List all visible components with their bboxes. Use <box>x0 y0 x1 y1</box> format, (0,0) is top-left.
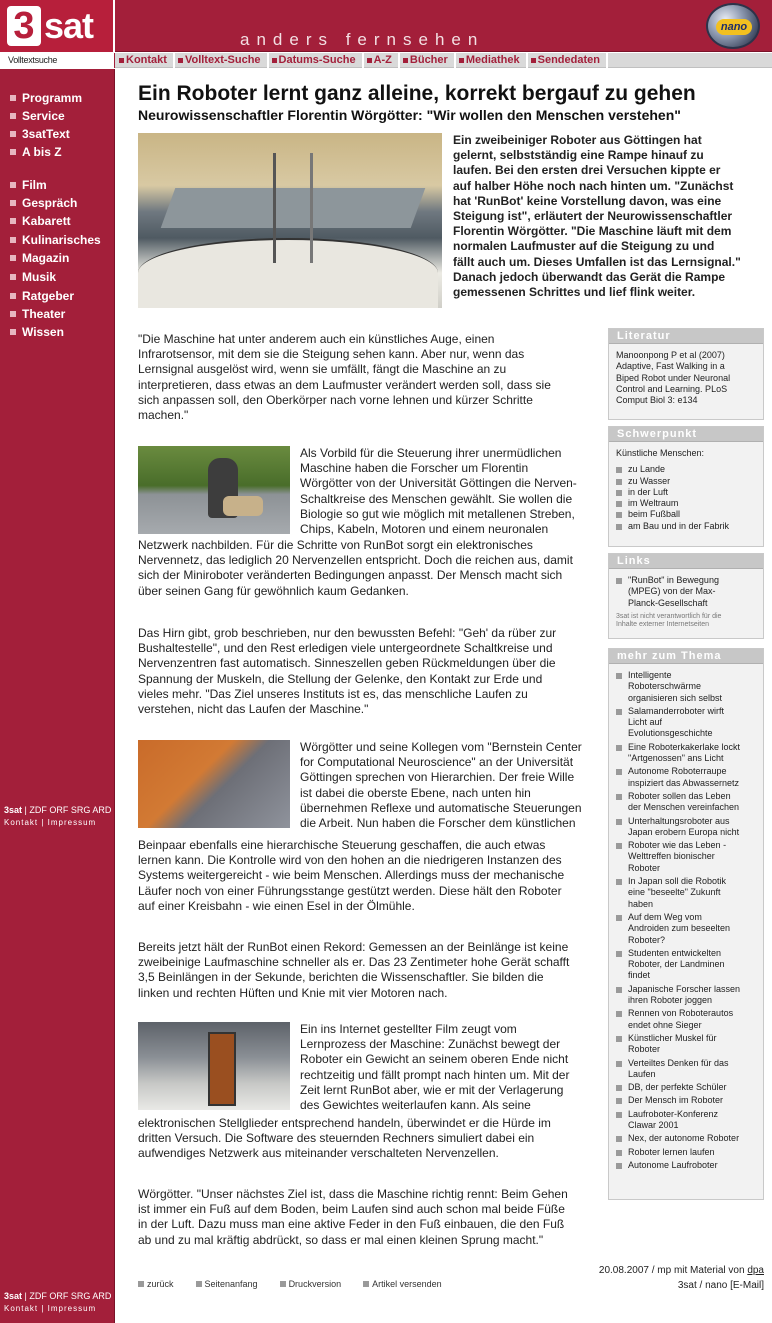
paragraph-1-line: Infrarotsensor, mit dem sie die Steigung sehen kann. Aber nur, wenn das <box>138 347 525 362</box>
page-top-link[interactable]: Seitenanfang <box>196 1279 258 1289</box>
literatur-line: Comput Biol 3: e134 <box>616 395 698 406</box>
sidebar-item-theater[interactable]: Theater <box>10 307 65 321</box>
lead-line: normalen Laufmuster auf die Steigung zu und <box>453 239 715 254</box>
researcher-legs <box>223 496 263 516</box>
schwerpunkt-link[interactable]: zu Wasser <box>616 476 757 487</box>
related-article-link[interactable] <box>616 742 757 765</box>
topnav-a-z[interactable]: A-Z <box>364 53 400 68</box>
dpa-link[interactable]: dpa <box>747 1265 764 1276</box>
sidebar-item-3sattext[interactable]: 3satText <box>10 127 70 141</box>
sidebar-partners-list: ZDF ORF SRG ARD <box>29 805 112 815</box>
site-header <box>0 0 772 52</box>
related-article-line[interactable]: Unterhaltungsroboter aus <box>616 816 757 827</box>
paragraph-3-line: Das Hirn gibt, grob beschrieben, nur den bewussten Befehl: "Geh' da rüber zur <box>138 626 557 640</box>
related-article-line[interactable]: Künstlicher Muskel für <box>616 1033 757 1044</box>
paragraph-6-line: rechtzeitig und fällt prompt nach hinten um. Mit der <box>300 1067 570 1082</box>
article-paragraph-4-side <box>300 740 582 831</box>
mehr-zum-thema-box <box>608 648 764 1200</box>
article-dateline <box>599 1265 764 1276</box>
links-disclaimer <box>616 613 757 630</box>
paragraph-4-line: ist dabei die oberste Ebene, nach unten hin <box>300 785 531 800</box>
related-article-line[interactable]: Licht auf <box>628 717 663 728</box>
runbot-video-link-line[interactable]: Planck-Gesellschaft <box>628 597 708 608</box>
schwerpunkt-intro: Künstliche Menschen: <box>616 448 705 458</box>
related-article-line[interactable]: Roboter <box>628 1044 661 1055</box>
related-article-line[interactable]: haben <box>628 898 654 909</box>
schwerpunkt-link[interactable]: am Bau und in der Fabrik <box>616 521 757 532</box>
paragraph-2-line: Biologie so gut wie möglich mit metallenen Streben, <box>300 506 575 521</box>
robot-closeup-photo <box>138 1022 290 1110</box>
related-article-link[interactable] <box>616 1147 757 1158</box>
paragraph-5-line: 3,5 Beinlängen in der Sekunde, berichten die Wissenschaftler. Sie bilden die <box>138 970 544 985</box>
paragraph-5-line: linken und rechten Hüften und Knie mit vier Motoren nach. <box>138 985 448 1000</box>
fulltext-search-label[interactable]: Volltextsuche <box>0 53 115 68</box>
article-paragraph-4-full <box>138 838 564 914</box>
lead-line: fällt auch um. Dieses Umfallen ist das Lernsignal." <box>453 254 741 269</box>
paragraph-1-line: sich anpassen soll, den Oberkörper nach vorne lehnen und kürzer Schritte <box>138 392 533 407</box>
related-article-line[interactable]: In Japan soll die Robotik <box>616 876 757 887</box>
related-article-line[interactable]: Rennen von Roboterautos <box>616 1008 757 1019</box>
article-paragraph-1 <box>138 332 551 423</box>
hands-robot-photo <box>138 740 290 828</box>
related-article-link[interactable] <box>616 1033 757 1056</box>
paragraph-1-line: interpretieren, dass etwas an dem Laufmuster verändert werden soll, dass sie <box>138 377 551 392</box>
schwerpunkt-box-title: Schwerpunkt <box>609 427 763 442</box>
lead-line: gelernt, selbstständig eine Rampe hinauf zu <box>453 148 704 163</box>
related-article-link[interactable] <box>616 706 757 740</box>
nano-logo-text: nano <box>716 19 752 35</box>
paragraph-2-line: Netzwerk nachbilden. Für die Schritte von RunBot sorgt ein elektronisches <box>138 538 533 552</box>
related-article-line[interactable]: Roboter, der Landminen <box>628 959 725 970</box>
top-nav-bar <box>0 53 772 68</box>
paragraph-7-line: Wörgötter. "Unser nächstes Ziel ist, dass die Maschine richtig rennt: Beim Gehen <box>138 1187 568 1201</box>
paragraph-3-line: Nervenzentren fast automatisch. Sinneszellen geben Rückmeldungen über die <box>138 656 556 671</box>
paragraph-6-line: elektronischen Stellglieder entsprechend handeln, überwindet er die Hürde im <box>138 1116 551 1130</box>
related-article-line[interactable]: findet <box>628 970 651 981</box>
related-article-link[interactable] <box>616 1133 757 1144</box>
sidebar-partners-bottom-list: ZDF ORF SRG ARD <box>29 1291 112 1301</box>
related-article-line[interactable]: der Menschen vereinfachen <box>628 802 740 813</box>
related-article-link[interactable] <box>616 1058 757 1081</box>
lead-line: Danach jedoch überwandt das Gerät die Rampe <box>453 269 726 284</box>
related-article-link[interactable] <box>616 1160 757 1171</box>
disclaimer-line: 3sat ist nicht verantwortlich für die <box>616 612 722 620</box>
schwerpunkt-box <box>608 426 764 547</box>
article-paragraph-6-full <box>138 1116 551 1162</box>
paragraph-4-line: lernen kann. Die Kontrolle wird von den hohen an die niedrigeren Instanzen des <box>138 853 562 868</box>
article-subtitle: Neurowissenschaftler Florentin Wörgötter: "Wir wollen den Menschen verstehen" <box>138 107 681 123</box>
paragraph-6-line: Lernprozess der Maschine: Zunächst bewegt der <box>300 1037 561 1052</box>
print-link[interactable]: Druckversion <box>280 1279 342 1289</box>
sidebar <box>0 69 115 1323</box>
paragraph-1-line: machen." <box>138 408 189 423</box>
paragraph-3-line: verstehen, nicht das Laufen der Maschine." <box>138 702 369 717</box>
related-article-link[interactable] <box>616 1095 757 1106</box>
paragraph-5-line: zweibeinige Laufmaschine schneller als er. Das 23 Zentimeter hohe Gerät schafft <box>138 955 570 970</box>
related-article-line[interactable]: Roboter lernen laufen <box>616 1147 757 1158</box>
topnav-buecher[interactable]: Bücher <box>400 53 456 68</box>
paragraph-4-line: Systems weitergereicht - wie beim Menschen. Allerdings muss der mechanische <box>138 868 565 883</box>
paragraph-3-line: vieles mehr. "Das Ziel unseres Instituts ist es, das menschliche Laufen zu <box>138 686 528 701</box>
related-article-line[interactable]: DB, der perfekte Schüler <box>616 1082 757 1093</box>
article-source[interactable]: 3sat / nano [E-Mail] <box>677 1280 764 1291</box>
lead-line: auf halber Höhe noch nach hinten um. "Zunächst <box>453 178 734 193</box>
paragraph-2-line: Als Vorbild für die Steuerung ihrer unermüdlichen <box>300 446 562 460</box>
links-box <box>608 553 764 639</box>
sidebar-item-programm[interactable]: Programm <box>10 91 82 105</box>
3sat-logo[interactable] <box>0 0 115 52</box>
related-article-line[interactable]: inspiziert das Abwassernetz <box>628 777 740 788</box>
literatur-box-title: Literatur <box>609 329 763 344</box>
paragraph-2-line: Maschine haben die Forscher um Florentin <box>300 461 529 476</box>
paragraph-4-line: Beinpaar ebenfalls eine hierarchische Steuerung geschaffen, die auch etwas <box>138 838 546 852</box>
related-article-line[interactable]: Der Mensch im Roboter <box>616 1095 757 1106</box>
paragraph-4-line: Göttingen sprechen von Hierarchien. Der freie Wille <box>300 770 575 785</box>
nano-logo[interactable] <box>706 3 760 49</box>
article-paragraph-7 <box>138 1187 568 1248</box>
related-article-line[interactable]: Welttreffen bionischer <box>628 851 715 862</box>
paragraph-4-line: übernehmen Reflexe und automatische Steuerungen <box>300 800 582 815</box>
related-article-line[interactable]: Intelligente <box>616 670 757 681</box>
article-lead <box>453 133 741 300</box>
topnav-sendedaten[interactable]: Sendedaten <box>528 53 608 68</box>
sidebar-partners-bottom-brand: 3sat <box>4 1291 23 1301</box>
schwerpunkt-link[interactable]: zu Lande <box>616 464 757 475</box>
topnav-volltext-suche[interactable]: Volltext-Suche <box>175 53 269 68</box>
article-paragraph-6-side <box>300 1022 569 1113</box>
literatur-box <box>608 328 764 420</box>
schwerpunkt-link[interactable]: in der Luft <box>616 487 757 498</box>
back-link[interactable]: zurück <box>138 1279 174 1289</box>
researcher-photo <box>138 446 290 534</box>
sidebar-footer-links-bottom[interactable]: Kontakt | Impressum <box>4 1304 97 1313</box>
literatur-box-body <box>609 344 763 410</box>
mehr-zum-thema-list <box>609 664 763 1177</box>
paragraph-4-line: Wörgötter und seine Kollegen vom "Bernstein Center <box>300 740 582 754</box>
paragraph-6-line: Zeit lernt RunBot aber, wie er mit der Verlagerung <box>300 1082 564 1097</box>
related-article-link[interactable] <box>616 840 757 874</box>
related-article-link[interactable] <box>616 948 757 982</box>
sidebar-item-magazin[interactable]: Magazin <box>10 251 69 265</box>
lead-line: Steigung ist", erläutert der Neurowissenschaftler <box>453 209 733 224</box>
related-article-line[interactable]: "Artgenossen" ans Licht <box>628 753 724 764</box>
paragraph-1-line: "Die Maschine hat unter anderem auch ein künstliches Auge, einen <box>138 332 495 346</box>
paragraph-2-line: Chips, Kabeln, Motoren und einem neuronalen <box>300 522 549 537</box>
sidebar-item-kabarett[interactable]: Kabarett <box>10 214 71 228</box>
paragraph-2-line: Wörgötter von der Universität Göttingen die Nerven- <box>300 476 577 491</box>
related-article-line[interactable]: Japanische Forscher lassen <box>616 984 757 995</box>
lead-line: Ein zweibeiniger Roboter aus Göttingen hat <box>453 133 702 147</box>
paragraph-6-line: des Gewichtes weiterlaufen kann. Als seine <box>300 1098 531 1113</box>
literatur-line: Control and Learning. PLoS <box>616 383 728 394</box>
paragraph-7-line: in der Luft. Dazu muss man eine aktive Feder in den Fuß einbauen, die den Fuß <box>138 1217 565 1232</box>
article-paragraph-3 <box>138 626 556 717</box>
related-article-line[interactable]: Roboter sollen das Leben <box>616 791 757 802</box>
related-article-link[interactable] <box>616 876 757 910</box>
top-nav <box>116 53 772 68</box>
related-article-link[interactable] <box>616 984 757 1007</box>
logo-number: 3 <box>7 6 41 46</box>
related-article-line[interactable]: Salamanderroboter wirft <box>616 706 757 717</box>
robot-arm-shape <box>208 1032 236 1106</box>
lead-line: gemessenen Schrittes und lief flink weiter. <box>453 285 696 300</box>
robot-shape <box>273 153 313 263</box>
article-paragraph-2-full <box>138 538 573 599</box>
sidebar-partners-bottom: 3sat | ZDF ORF SRG ARD <box>4 1291 112 1301</box>
related-article-line[interactable]: Nex, der autonome Roboter <box>616 1133 757 1144</box>
article-footer-links <box>138 1279 464 1289</box>
lead-line: laufen. Bei den ersten drei Versuchen kippte er <box>453 163 721 178</box>
mehr-zum-thema-title: mehr zum Thema <box>609 649 763 664</box>
paragraph-4-line: die Arbeit. Nun haben die Forscher dem künstlichen <box>300 816 576 831</box>
send-article-link[interactable]: Artikel versenden <box>363 1279 442 1289</box>
sidebar-item-service[interactable]: Service <box>10 109 65 123</box>
paragraph-2-line: Schaltkreise des Menschen gewählt. Sie wollen die <box>300 491 573 506</box>
related-article-line[interactable]: Japan erobern Europa nicht <box>628 826 740 837</box>
sidebar-item-a-bis-z[interactable]: A bis Z <box>10 145 62 159</box>
sidebar-item-wissen[interactable]: Wissen <box>10 325 64 339</box>
sidebar-item-film[interactable]: Film <box>10 178 47 192</box>
related-article-line[interactable]: Autonome Roboterraupe <box>616 766 757 777</box>
robot-ramp-photo <box>138 133 442 308</box>
sidebar-item-ratgeber[interactable]: Ratgeber <box>10 289 74 303</box>
related-article-line[interactable]: Autonome Laufroboter <box>616 1160 757 1171</box>
paragraph-7-line: ist immer ein Fuß auf dem Boden, beim Laufen sind auch schon mal beide Füße <box>138 1202 565 1217</box>
runbot-video-link-line[interactable]: "RunBot" in Bewegung <box>616 575 757 586</box>
related-article-link[interactable] <box>616 1008 757 1031</box>
dateline-text: 20.08.2007 / mp mit Material von <box>598 1265 745 1276</box>
links-box-body <box>609 569 763 634</box>
paragraph-6-line: aufwendiges Netzwerk aus miteinander verschalteten Nervenzellen. <box>138 1146 499 1161</box>
paragraph-3-line: Bushaltestelle", und den Rest erledigen viele untergeordnete Schaltkreise und <box>138 641 553 656</box>
related-article-link[interactable] <box>616 670 757 704</box>
paragraph-1-line: Lernsignal ausgelöst wird, wenn sie umfällt, fängt die Maschine an zu <box>138 362 507 377</box>
lead-line: Florentin Wörgötter. "Die Maschine läuft mit dem <box>453 224 732 239</box>
related-article-line[interactable]: Verteiltes Denken für das <box>616 1058 757 1069</box>
related-article-link[interactable] <box>616 766 757 789</box>
topnav-datums-suche[interactable]: Datums-Suche <box>269 53 364 68</box>
related-article-line[interactable]: Androiden zum beseelten <box>628 923 731 934</box>
sidebar-footer-links[interactable]: Kontakt | Impressum <box>4 818 97 827</box>
sidebar-partners: 3sat | ZDF ORF SRG ARD <box>4 805 112 815</box>
literatur-line: Adaptive, Fast Walking in a <box>616 361 725 372</box>
related-article-line[interactable]: Roboter <box>628 862 661 873</box>
topnav-mediathek[interactable]: Mediathek <box>456 53 528 68</box>
schwerpunkt-link[interactable]: im Weltraum <box>616 498 757 509</box>
sidebar-item-musik[interactable]: Musik <box>10 270 56 284</box>
related-article-line[interactable]: Eine Roboterkakerlake lockt <box>616 742 757 753</box>
topnav-kontakt[interactable]: Kontakt <box>116 53 175 68</box>
slogan: anders fernsehen <box>240 30 485 49</box>
sidebar-item-gespraech[interactable]: Gespräch <box>10 196 77 210</box>
literatur-line: Manoonpong P et al (2007) <box>616 350 725 360</box>
article-paragraph-5 <box>138 940 569 1001</box>
related-article-line[interactable]: Studenten entwickelten <box>616 948 757 959</box>
sidebar-partners-brand: 3sat <box>4 805 23 815</box>
lead-line: hat 'RunBot' keine Vorstellung davon, was eine <box>453 193 722 208</box>
related-article-line[interactable]: ihren Roboter joggen <box>628 995 713 1006</box>
paragraph-2-line: sich der Miniroboter veränderten Bedingungen anpasst. Der Mensch macht sich <box>138 568 563 583</box>
schwerpunkt-box-body <box>609 442 763 536</box>
related-article-link[interactable] <box>616 791 757 814</box>
links-box-title: Links <box>609 554 763 569</box>
paragraph-2-line: über seinen Gang für gewöhnlich kaum Gedanken. <box>138 583 409 598</box>
schwerpunkt-link[interactable]: beim Fußball <box>616 509 757 520</box>
paragraph-4-line: Läufer noch von einer Führungsstange gestützt werden. Diese hält den Roboter <box>138 883 562 898</box>
paragraph-6-line: Roboter ein Gewicht an seinem oberen Ende nicht <box>300 1052 569 1067</box>
related-article-line[interactable]: Roboter? <box>628 934 666 945</box>
related-article-line[interactable]: Auf dem Weg vom <box>616 912 757 923</box>
related-article-line[interactable]: Laufen <box>628 1068 656 1079</box>
paragraph-4-line: auf einer Kreisbahn - wie einen Esel in der Ölmühle. <box>138 898 415 913</box>
paragraph-3-line: Spannung der Muskeln, die Stellung der Gelenke, den Kontakt zur Erde und <box>138 671 543 686</box>
related-article-line[interactable]: Roboter wie das Leben - <box>616 840 757 851</box>
literatur-line: Biped Robot under Neuronal <box>616 372 731 383</box>
related-article-link[interactable] <box>616 1109 757 1132</box>
sidebar-item-kulinarisches[interactable]: Kulinarisches <box>10 233 101 247</box>
paragraph-6-line: Ein ins Internet gestellter Film zeugt vom <box>300 1022 517 1036</box>
schwerpunkt-list <box>616 464 757 532</box>
related-article-line[interactable]: endet ohne Sieger <box>628 1019 702 1030</box>
runbot-video-link[interactable] <box>616 575 757 609</box>
related-article-link[interactable] <box>616 1082 757 1093</box>
related-article-line[interactable]: Laufroboter-Konferenz <box>616 1109 757 1120</box>
logo-text: sat <box>44 5 94 46</box>
paragraph-6-line: dritten Versuch. Die Software des steuernden Rechners simuliert dabei ein <box>138 1131 535 1146</box>
related-article-line[interactable]: eine "beseelte" Zukunft <box>628 887 721 898</box>
related-article-line[interactable]: organisieren sich selbst <box>628 692 723 703</box>
paragraph-4-line: for Computational Neuroscience" an der Universität <box>300 755 574 770</box>
related-article-link[interactable] <box>616 816 757 839</box>
paragraph-7-line: ab und zu mal kräftig abdrückt, so dass er mal einen kleinen Sprung macht." <box>138 1232 544 1247</box>
disclaimer-line: Inhalte externer Internetseiten <box>616 621 710 629</box>
article-title: Ein Roboter lernt ganz alleine, korrekt bergauf zu gehen <box>138 82 696 105</box>
related-article-line[interactable]: Clawar 2001 <box>628 1119 679 1130</box>
article-paragraph-2-side <box>300 446 577 537</box>
runbot-video-link-line[interactable]: (MPEG) von der Max- <box>628 586 716 597</box>
paragraph-2-line: Nervennetz, das lediglich 20 Nervenzellen entspricht. Doch die reichen aus, damit <box>138 553 573 568</box>
paragraph-5-line: Bereits jetzt hält der RunBot einen Rekord: Gemessen an der Beinlänge ist keine <box>138 940 569 954</box>
related-article-line[interactable]: Evolutionsgeschichte <box>628 728 713 739</box>
related-article-link[interactable] <box>616 912 757 946</box>
related-article-line[interactable]: Roboterschwärme <box>628 681 702 692</box>
